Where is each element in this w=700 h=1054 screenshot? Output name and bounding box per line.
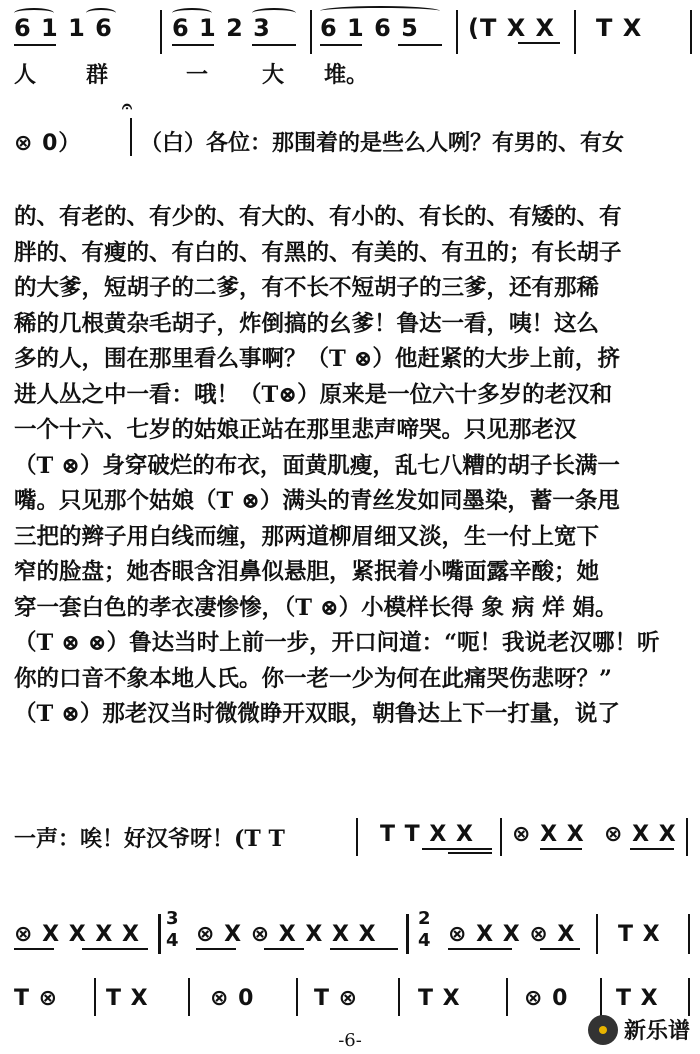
underline-beam — [540, 948, 580, 950]
barline — [296, 978, 298, 1016]
underline-beam — [14, 948, 54, 950]
slur-mark — [14, 8, 54, 18]
score-measure: T X — [418, 986, 461, 1011]
barline — [160, 10, 162, 54]
underline-beam — [518, 42, 560, 44]
score-measure: ⊗ 0 — [210, 986, 255, 1011]
narrative-line: 你的口音不象本地人氏。你一老一少为何在此痛哭伤悲呀？” — [14, 665, 612, 692]
narrative-line: （T ⊗）身穿破烂的布衣，面黄肌瘦，乱七八糟的胡子长满一 — [14, 452, 620, 479]
score-measure: ⊗ 0 — [524, 986, 569, 1011]
underline-beam — [540, 848, 582, 850]
barline — [130, 118, 132, 156]
slur-mark — [252, 8, 296, 18]
score-measure: ⊗ X X X X — [14, 922, 140, 947]
slur-mark — [172, 8, 212, 18]
barline — [500, 818, 502, 856]
underline-beam — [630, 848, 674, 850]
narrative-line: （T ⊗）那老汉当时微微睁开双眼，朝鲁达上下一打量，说了 — [14, 701, 620, 727]
score-measure: ⊗ X X — [512, 822, 585, 847]
barline — [688, 914, 690, 954]
narrative-line: 窄的脸盘；她杏眼含泪鼻似悬胆，紧抿着小嘴面露辛酸；她 — [14, 559, 600, 585]
time-signature-top: 3 — [166, 908, 180, 929]
narrative-line: 的、有老的、有少的、有大的、有小的、有长的、有矮的、有 — [14, 204, 622, 230]
score-measure: T T X X — [380, 822, 474, 847]
narrative-line: 三把的辫子用白线而缠，那两道柳眉细又淡，生一付上宽下 — [14, 523, 600, 550]
time-signature-top: 2 — [418, 908, 432, 929]
underline-beam — [448, 852, 492, 854]
repeat-barline — [406, 914, 409, 954]
barline — [356, 818, 358, 856]
underline-beam — [264, 948, 304, 950]
lyric-char: 堆。 — [324, 62, 369, 88]
narrative-line: 穿一套白色的孝衣凄惨惨，（T ⊗）小模样长得 象 病 烊 娟。 — [14, 594, 618, 621]
narrative-line: 进人丛之中一看：哦！（T⊗）原来是一位六十多岁的老汉和 — [14, 381, 613, 408]
underline-beam — [320, 44, 362, 46]
barline — [686, 818, 688, 856]
lyric-char: 大 — [262, 62, 285, 88]
barline — [574, 10, 576, 54]
time-signature-bottom: 4 — [166, 930, 180, 951]
score-measure-5: T X — [596, 14, 643, 42]
lyric-char: 人 — [14, 62, 37, 88]
repeat-barline — [158, 914, 161, 954]
fermata-mark: 𝄐 — [122, 96, 133, 117]
narrative-line: （T ⊗ ⊗）鲁达当时上前一步，开口问道：“呃！我说老汉哪！听 — [14, 630, 660, 656]
barline — [188, 978, 190, 1016]
barline — [456, 10, 458, 54]
score-measure: ⊗ X X ⊗ X — [448, 922, 576, 947]
narrative-line: 多的人，围在那里看么事啊？（T ⊗）他赶紧的大步上前，挤 — [14, 346, 620, 372]
score-measure: ⊗ X ⊗ X X X X — [196, 922, 377, 947]
barline — [94, 978, 96, 1016]
narrative-paragraph — [14, 200, 690, 733]
narrative-line: 的大爹，短胡子的二爹，有不长不短胡子的三爹，还有那稀 — [14, 275, 600, 301]
barline — [310, 10, 312, 54]
barline — [398, 978, 400, 1016]
underline-beam — [448, 948, 512, 950]
watermark-text: 新乐谱 — [623, 1019, 690, 1044]
score-measure-3: 6 1 6 5 — [320, 14, 419, 42]
underline-beam — [196, 948, 236, 950]
time-signature-bottom: 4 — [418, 930, 432, 951]
score-measure: T X — [106, 986, 149, 1011]
narrative-line: 胖的、有瘦的、有白的、有黑的、有美的、有丑的；有长胡子 — [14, 239, 622, 266]
barline — [506, 978, 508, 1016]
narrative-line: 嘴。只见那个姑娘（T ⊗）满头的青丝发如同墨染，蓄一条甩 — [14, 488, 620, 514]
lyric-char: 一 — [186, 62, 209, 88]
watermark-logo — [588, 1014, 690, 1045]
slur-mark — [86, 8, 116, 18]
score-measure-2: 6 1 2 3 — [172, 14, 271, 42]
vinyl-record-icon — [588, 1015, 618, 1045]
underline-beam — [330, 948, 398, 950]
score-measure-1: 6 1 1 6 — [14, 14, 113, 42]
narrative-line: 稀的几根黄杂毛胡子，炸倒搞的幺爹！鲁达一看，咦！这么 — [14, 310, 600, 337]
score-measure: ⊗ X X — [604, 822, 677, 847]
closing-text: 一声：唉！好汉爷呀！(T T — [14, 826, 285, 852]
narrative-line: 一个十六、七岁的姑娘正站在那里悲声啼哭。只见那老汉 — [14, 417, 577, 443]
rhythm-rest: ⊗ 0） — [14, 131, 82, 156]
underline-beam — [14, 44, 56, 46]
underline-beam — [252, 44, 296, 46]
slur-mark — [320, 6, 440, 16]
underline-beam — [172, 44, 214, 46]
lyric-char: 群 — [86, 62, 109, 88]
underline-beam — [422, 848, 492, 850]
barline — [596, 914, 598, 954]
page-number: -6- — [338, 1030, 362, 1051]
score-measure: T ⊗ — [314, 986, 359, 1011]
barline — [690, 10, 692, 54]
score-measure: T X — [618, 922, 661, 947]
underline-beam — [398, 44, 442, 46]
score-measure-4: (T X X — [468, 14, 556, 42]
score-measure: T ⊗ — [14, 986, 59, 1011]
spoken-intro-text: （白）各位：那围着的是些么人咧？有男的、有女 — [140, 130, 625, 156]
underline-beam — [82, 948, 148, 950]
score-measure: T X — [616, 986, 659, 1011]
barline — [688, 978, 690, 1016]
barline — [600, 978, 602, 1016]
